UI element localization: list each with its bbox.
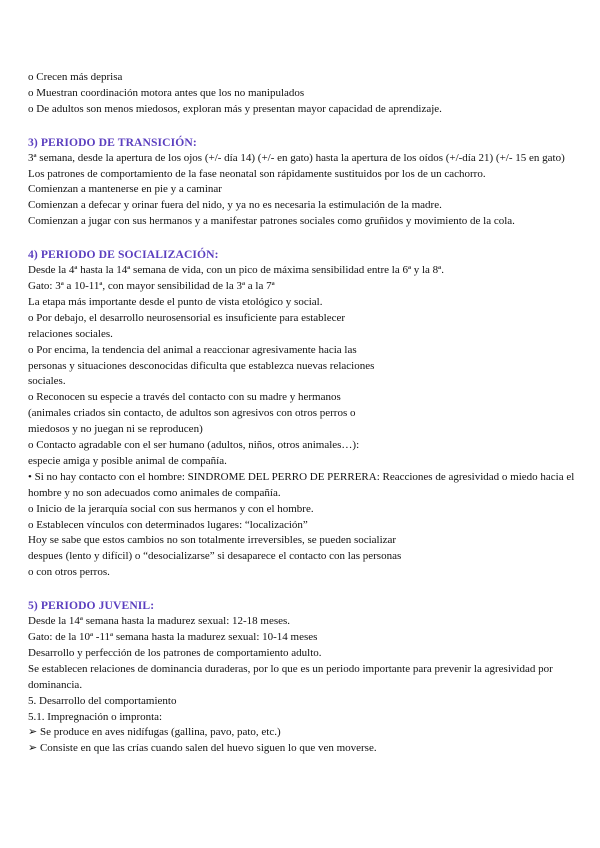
section-4-line: o Por debajo, el desarrollo neurosensorial es insuficiente para establecer — [28, 311, 346, 324]
intro-line: o De adultos son menos miedosos, exploran más y presentan mayor capacidad de aprendizaje. — [28, 102, 442, 115]
section-5-line: ➢ Se produce en aves nidífugas (gallina, pavo, pato, etc.) — [28, 726, 281, 739]
section-4-line: miedosos y no juegan ni se reproducen) — [28, 423, 203, 436]
section-4-line: despues (lento y difícil) o “desocializarse” si desaparece el contacto con las personas — [28, 550, 402, 563]
section-4-line: especie amiga y posible animal de compañía. — [28, 454, 227, 467]
intro-line: o Muestran coordinación motora antes que los no manipulados — [28, 86, 305, 99]
section-4-line: sociales. — [28, 375, 66, 388]
section-4-line: • Si no hay contacto con el hombre: SINDROME DEL PERRO DE PERRERA: Reacciones de agresividad o miedo hacia el hombre y no son adecuados como animales de compañía. — [28, 470, 575, 499]
section-5-heading: 5) PERIODO JUVENIL: — [28, 599, 155, 613]
section-3-line: Los patrones de comportamiento de la fase neonatal son rápidamente sustituidos por los de un cachorro. — [28, 167, 486, 180]
section-4-line: o Establecen vínculos con determinados lugares: “localización” — [28, 518, 308, 531]
section-5-line: Gato: de la 10ª -11ª semana hasta la madurez sexual: 10-14 meses — [28, 631, 318, 643]
section-4-line: Desde la 4ª hasta la 14ª semana de vida, con un pico de máxima sensibilidad entre la 6ª y la 8ª. — [28, 264, 444, 277]
spacer — [28, 230, 594, 247]
section-4-line: o Por encima, la tendencia del animal a reaccionar agresivamente hacia las — [28, 343, 357, 356]
document-page — [28, 70, 594, 757]
section-5-line: Desarrollo y perfección de los patrones de comportamiento adulto. — [28, 646, 322, 659]
spacer — [28, 581, 594, 598]
section-3-line: 3ª semana, desde la apertura de los ojos (+/- día 14) (+/- en gato) hasta la apertura de los oídos (+/-día 21) (+/- 15 en gato) — [28, 151, 565, 164]
section-4-line: o Contacto agradable con el ser humano (adultos, niños, otros animales…): — [28, 439, 360, 452]
section-3-line: Comienzan a mantenerse en pie y a caminar — [28, 183, 222, 196]
section-4-line: o Inicio de la jerarquía social con sus hermanos y con el hombre. — [28, 502, 314, 515]
section-4-line: Hoy se sabe que estos cambios no son totalmente irreversibles, se pueden socializar — [28, 534, 397, 547]
section-3-line: Comienzan a defecar y orinar fuera del nido, y ya no es necesaria la estimulación de la madre. — [28, 199, 442, 212]
intro-line: o Crecen más deprisa — [28, 71, 123, 83]
section-4-line: (animales criados sin contacto, de adultos son agresivos con otros perros o — [28, 407, 356, 420]
section-3-line: Comienzan a jugar con sus hermanos y a manifestar patrones sociales como gruñidos y movimiento de la cola. — [28, 215, 515, 228]
section-3-heading: 3) PERIODO DE TRANSICIÓN: — [28, 135, 197, 149]
section-5-line: ➢ Consiste en que las crías cuando salen del huevo siguen lo que ven moverse. — [28, 742, 377, 755]
section-5-line: 5. Desarrollo del comportamiento — [28, 694, 177, 707]
section-4-heading: 4) PERIODO DE SOCIALIZACIÓN: — [28, 248, 219, 262]
section-5-line: Desde la 14ª semana hasta la madurez sexual: 12-18 meses. — [28, 615, 291, 628]
section-4-line: o Reconocen su especie a través del contacto con su madre y hermanos — [28, 391, 341, 404]
section-4-line: personas y situaciones desconocidas dificulta que establezca nuevas relaciones — [28, 359, 375, 372]
spacer — [28, 118, 594, 135]
section-5-line: 5.1. Impregnación o impronta: — [28, 710, 163, 723]
section-4-line: o con otros perros. — [28, 566, 110, 579]
section-4-line: La etapa más importante desde el punto de vista etológico y social. — [28, 295, 323, 308]
section-5-line: Se establecen relaciones de dominancia duraderas, por lo que es un periodo importante para prevenir la agresividad por dominancia. — [28, 662, 553, 691]
section-4-line: Gato: 3ª a 10-11ª, con mayor sensibilidad de la 3ª a la 7ª — [28, 279, 275, 292]
section-4-line: relaciones sociales. — [28, 327, 113, 340]
